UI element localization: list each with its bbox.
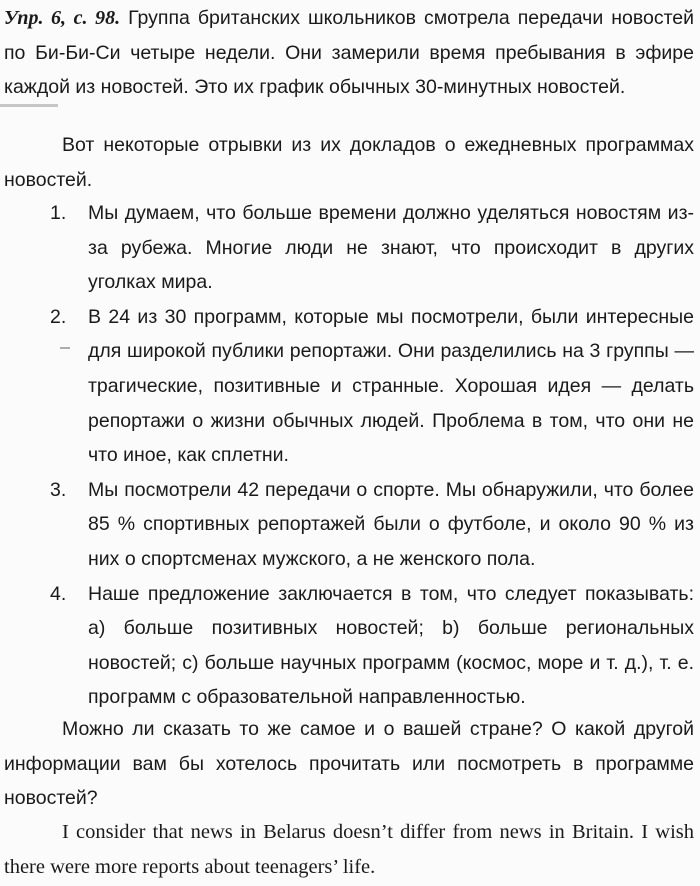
reports-lead-in: Вот некоторые отрывки из их докладов о ежедневных программах новостей. bbox=[4, 134, 694, 191]
report-number: 3. bbox=[50, 478, 67, 501]
report-item bbox=[50, 300, 694, 473]
report-text: Мы думаем, что больше времени должно уделяться новостям из-за рубежа. Многие люди не знают, что происходит в других уголках мира. bbox=[88, 202, 694, 294]
report-number: 2. bbox=[50, 305, 67, 328]
exercise-intro-text: Группа британских школьников смотрела передачи новостей по Би-Би-Си четыре недели. Они замерили время пребывания в эфире каждой из новостей. Это их график обычных 30-минутных новостей. bbox=[4, 7, 695, 99]
report-text: Наше предложение заключается в том, что следует показывать: а) больше позитивных новостей; b) больше региональных новостей; c) больше научных программ (космос, море и т. д.), т. е. программ с образовательной направленностью. bbox=[88, 582, 694, 709]
exercise-label: Упр. 6, с. 98. bbox=[4, 7, 121, 29]
exercise-intro bbox=[4, 1, 694, 105]
report-list bbox=[50, 196, 694, 715]
report-item bbox=[50, 577, 694, 715]
report-number: 1. bbox=[50, 202, 67, 224]
discussion-question: Можно ли сказать то же самое и о вашей стране? О какой другой информации вам бы хотелось прочитать или посмотреть в программе новостей? bbox=[4, 718, 694, 810]
answer-text: I consider that news in Belarus doesn’t differ from news in Britain. I wish there were more reports about teenagers’ life. bbox=[4, 821, 694, 878]
report-item bbox=[50, 473, 694, 577]
report-number: 4. bbox=[50, 582, 67, 605]
report-text: В 24 из 30 программ, которые мы посмотрели, были интересные для широкой публики репортажи. Они разделились на 3 группы — трагические, позитивные и странные. Хорошая идея — делать репортажи о жизни обычных людей. Проблема в том, что они не что иное, как сплетни. bbox=[88, 305, 694, 467]
report-item bbox=[50, 196, 694, 300]
report-text: Мы посмотрели 42 передачи о спорте. Мы обнаружили, что более 85 % спортивных репортажей были о футболе, и около 90 % из них о спортсменах мужского, а не женского пола. bbox=[88, 478, 694, 570]
